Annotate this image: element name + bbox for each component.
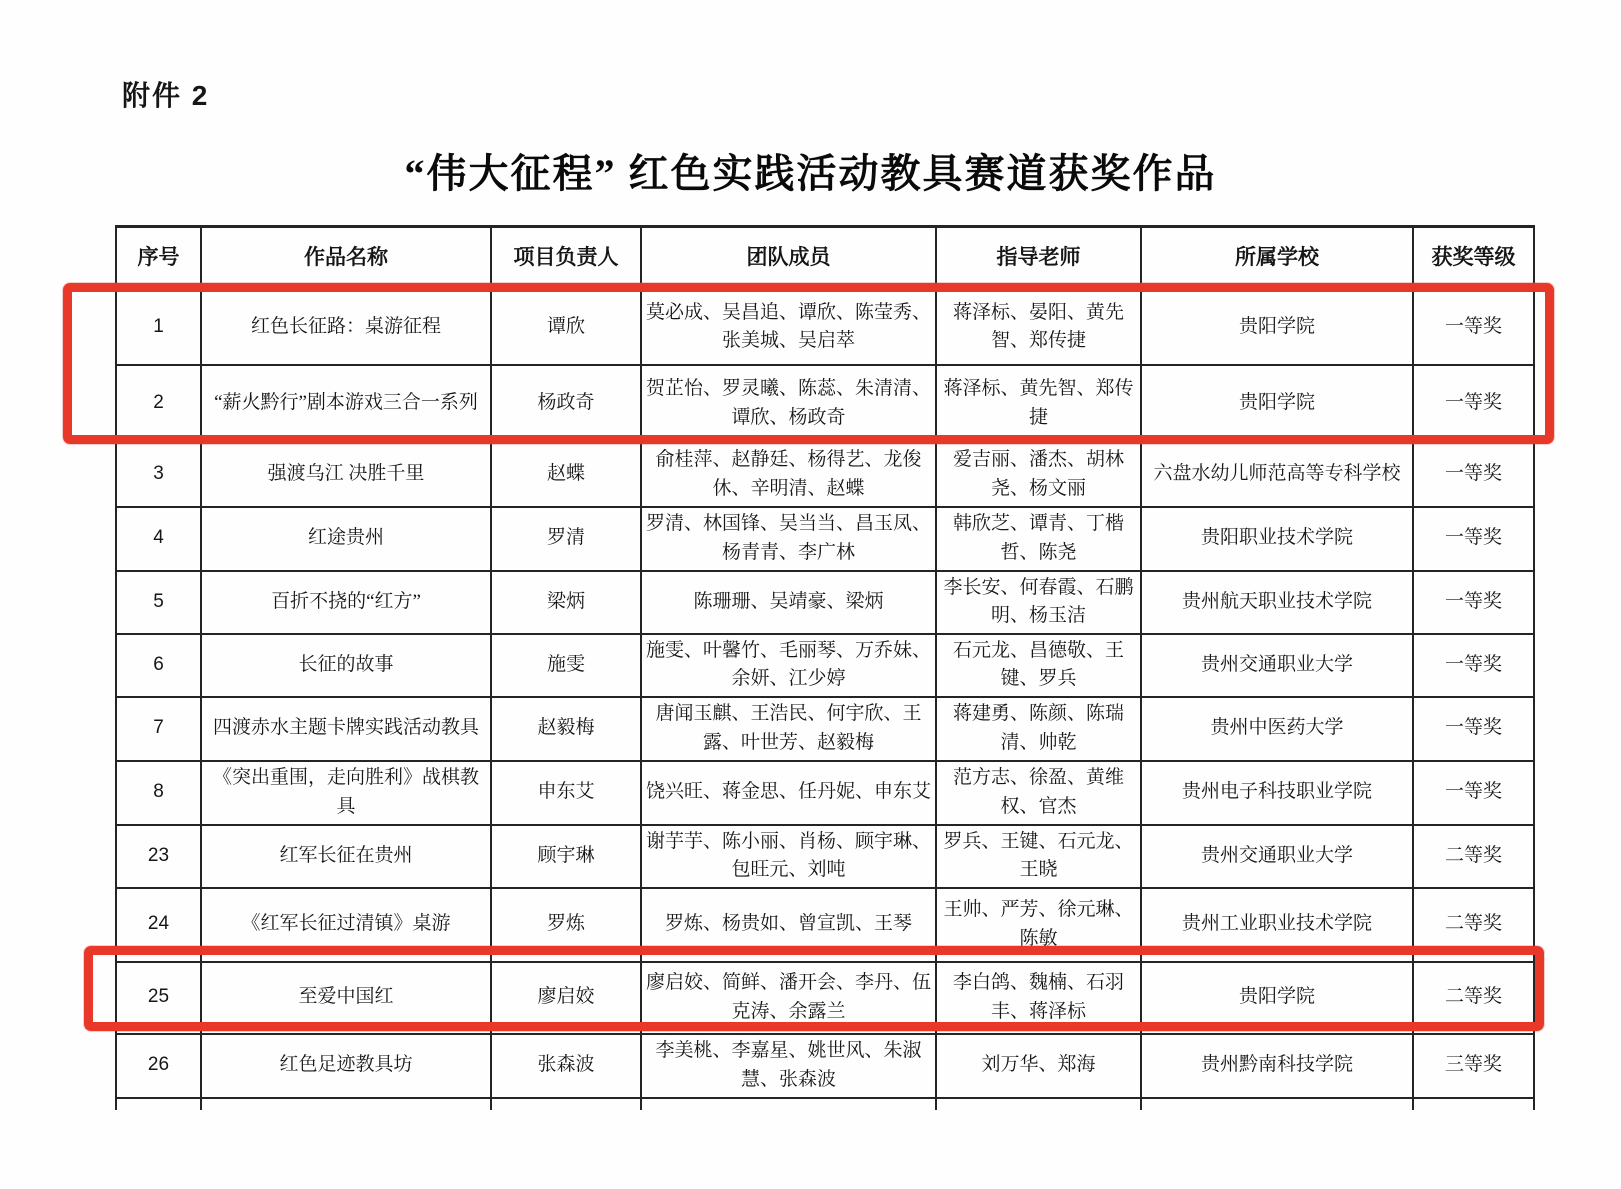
table-row bbox=[116, 507, 1534, 571]
row-advisors: 蒋建勇、陈颜、陈瑞清、帅乾 bbox=[936, 697, 1141, 761]
table-row bbox=[116, 825, 1534, 888]
row-work-title: 长征的故事 bbox=[201, 634, 491, 697]
table-row bbox=[116, 443, 1534, 507]
row-work-title: 《突出重围，走向胜利》战棋教具 bbox=[201, 761, 491, 825]
row-project-leader: 罗清 bbox=[491, 507, 641, 571]
row-award-level: 一等奖 bbox=[1413, 365, 1534, 443]
row-award-level bbox=[1413, 1098, 1534, 1110]
row-project-leader: 梁炳 bbox=[491, 571, 641, 634]
row-award-level: 一等奖 bbox=[1413, 290, 1534, 365]
attachment-label: 附件 2 bbox=[122, 80, 210, 111]
row-award-level: 一等奖 bbox=[1413, 507, 1534, 571]
table-row bbox=[116, 1034, 1534, 1098]
row-advisors: 李长安、何春霞、石鹏明、杨玉洁 bbox=[936, 571, 1141, 634]
row-serial-number: 23 bbox=[116, 825, 201, 888]
row-project-leader: 施雯 bbox=[491, 634, 641, 697]
row-project-leader: 申东艾 bbox=[491, 761, 641, 825]
row-project-leader bbox=[491, 1098, 641, 1110]
row-advisors: 罗兵、王键、石元龙、王晓 bbox=[936, 825, 1141, 888]
row-advisors: 石元龙、昌德敬、王键、罗兵 bbox=[936, 634, 1141, 697]
row-team-members: 廖启姣、简鲜、潘开会、李丹、伍克涛、余露兰 bbox=[641, 962, 936, 1034]
row-serial-number: 24 bbox=[116, 888, 201, 962]
row-school: 贵州工业职业技术学院 bbox=[1141, 888, 1413, 962]
row-school: 贵州中医药大学 bbox=[1141, 697, 1413, 761]
row-team-members: 李美桃、李嘉星、姚世风、朱淑慧、张森波 bbox=[641, 1034, 936, 1098]
row-award-level: 一等奖 bbox=[1413, 443, 1534, 507]
row-school: 贵州电子科技职业学院 bbox=[1141, 761, 1413, 825]
row-advisors: 韩欣芝、谭青、丁楷哲、陈尧 bbox=[936, 507, 1141, 571]
row-team-members: 谢芋芋、陈小丽、肖杨、顾宇琳、包旺元、刘吨 bbox=[641, 825, 936, 888]
row-school: 贵阳学院 bbox=[1141, 962, 1413, 1034]
row-serial-number: 5 bbox=[116, 571, 201, 634]
row-advisors: 爱吉丽、潘杰、胡林尧、杨文丽 bbox=[936, 443, 1141, 507]
table-row bbox=[116, 290, 1534, 365]
row-project-leader: 谭欣 bbox=[491, 290, 641, 365]
row-project-leader: 罗炼 bbox=[491, 888, 641, 962]
row-project-leader: 张森波 bbox=[491, 1034, 641, 1098]
header-team-members: 团队成员 bbox=[641, 227, 936, 290]
row-serial-number: 7 bbox=[116, 697, 201, 761]
row-award-level: 二等奖 bbox=[1413, 962, 1534, 1034]
document-title: “伟大征程” 红色实践活动教具赛道获奖作品 bbox=[404, 151, 1217, 196]
row-school: 贵州交通职业大学 bbox=[1141, 825, 1413, 888]
row-award-level: 一等奖 bbox=[1413, 697, 1534, 761]
row-project-leader: 赵蝶 bbox=[491, 443, 641, 507]
row-work-title: 红途贵州 bbox=[201, 507, 491, 571]
row-team-members: 罗炼、杨贵如、曾宣凯、王琴 bbox=[641, 888, 936, 962]
row-school bbox=[1141, 1098, 1413, 1110]
row-team-members: 施雯、叶馨竹、毛丽琴、万乔妹、余妍、江少婷 bbox=[641, 634, 936, 697]
row-work-title: 强渡乌江 决胜千里 bbox=[201, 443, 491, 507]
header-advisors: 指导老师 bbox=[936, 227, 1141, 290]
row-serial-number: 2 bbox=[116, 365, 201, 443]
row-serial-number: 6 bbox=[116, 634, 201, 697]
row-serial-number: 3 bbox=[116, 443, 201, 507]
row-award-level: 二等奖 bbox=[1413, 888, 1534, 962]
row-serial-number: 8 bbox=[116, 761, 201, 825]
row-school: 贵州航天职业技术学院 bbox=[1141, 571, 1413, 634]
row-team-members: 陈珊珊、吴靖豪、梁炳 bbox=[641, 571, 936, 634]
row-advisors: 刘万华、郑海 bbox=[936, 1034, 1141, 1098]
row-team-members: 罗清、林国锋、吴当当、昌玉凤、杨青青、李广林 bbox=[641, 507, 936, 571]
row-award-level: 三等奖 bbox=[1413, 1034, 1534, 1098]
row-team-members: 饶兴旺、蒋金思、任丹妮、申东艾 bbox=[641, 761, 936, 825]
row-project-leader: 杨政奇 bbox=[491, 365, 641, 443]
header-school: 所属学校 bbox=[1141, 227, 1413, 290]
row-school: 贵州交通职业大学 bbox=[1141, 634, 1413, 697]
row-work-title: 百折不挠的“红方” bbox=[201, 571, 491, 634]
table-row bbox=[116, 571, 1534, 634]
row-project-leader: 赵毅梅 bbox=[491, 697, 641, 761]
row-school: 贵阳学院 bbox=[1141, 290, 1413, 365]
row-work-title: “薪火黔行”剧本游戏三合一系列 bbox=[201, 365, 491, 443]
award-table bbox=[115, 225, 1535, 1110]
row-advisors: 范方志、徐盈、黄维权、官杰 bbox=[936, 761, 1141, 825]
header-work-title: 作品名称 bbox=[201, 227, 491, 290]
table-row bbox=[116, 888, 1534, 962]
row-serial-number bbox=[116, 1098, 201, 1110]
row-project-leader: 顾宇琳 bbox=[491, 825, 641, 888]
row-work-title: 至爱中国红 bbox=[201, 962, 491, 1034]
row-serial-number: 4 bbox=[116, 507, 201, 571]
row-award-level: 一等奖 bbox=[1413, 634, 1534, 697]
header-project-leader: 项目负责人 bbox=[491, 227, 641, 290]
row-work-title bbox=[201, 1098, 491, 1110]
row-advisors: 王帅、严芳、徐元琳、陈敏 bbox=[936, 888, 1141, 962]
row-serial-number: 25 bbox=[116, 962, 201, 1034]
table-row bbox=[116, 1098, 1534, 1110]
row-project-leader: 廖启姣 bbox=[491, 962, 641, 1034]
row-advisors: 蒋泽标、黄先智、郑传捷 bbox=[936, 365, 1141, 443]
row-work-title: 四渡赤水主题卡牌实践活动教具 bbox=[201, 697, 491, 761]
row-serial-number: 26 bbox=[116, 1034, 201, 1098]
table-row bbox=[116, 962, 1534, 1034]
row-award-level: 一等奖 bbox=[1413, 761, 1534, 825]
row-team-members: 莫必成、吴昌追、谭欣、陈莹秀、张美城、吴启萃 bbox=[641, 290, 936, 365]
row-team-members: 俞桂萍、赵静廷、杨得艺、龙俊休、辛明清、赵蝶 bbox=[641, 443, 936, 507]
row-team-members: 唐闻玉麒、王浩民、何宇欣、王露、叶世芳、赵毅梅 bbox=[641, 697, 936, 761]
table-row bbox=[116, 697, 1534, 761]
header-serial-number: 序号 bbox=[116, 227, 201, 290]
row-advisors: 李白鸽、魏楠、石羽丰、蒋泽标 bbox=[936, 962, 1141, 1034]
row-work-title: 红军长征在贵州 bbox=[201, 825, 491, 888]
row-award-level: 二等奖 bbox=[1413, 825, 1534, 888]
row-school: 贵州黔南科技学院 bbox=[1141, 1034, 1413, 1098]
row-school: 六盘水幼儿师范高等专科学校 bbox=[1141, 443, 1413, 507]
row-advisors bbox=[936, 1098, 1141, 1110]
table-row bbox=[116, 761, 1534, 825]
row-team-members: 贺芷怡、罗灵曦、陈蕊、朱清清、谭欣、杨政奇 bbox=[641, 365, 936, 443]
row-work-title: 《红军长征过清镇》桌游 bbox=[201, 888, 491, 962]
row-serial-number: 1 bbox=[116, 290, 201, 365]
table-row bbox=[116, 634, 1534, 697]
row-work-title: 红色足迹教具坊 bbox=[201, 1034, 491, 1098]
row-work-title: 红色长征路：桌游征程 bbox=[201, 290, 491, 365]
table-header-row bbox=[116, 227, 1534, 290]
header-award-level: 获奖等级 bbox=[1413, 227, 1534, 290]
row-school: 贵阳学院 bbox=[1141, 365, 1413, 443]
row-team-members bbox=[641, 1098, 936, 1110]
row-school: 贵阳职业技术学院 bbox=[1141, 507, 1413, 571]
row-advisors: 蒋泽标、晏阳、黄先智、郑传捷 bbox=[936, 290, 1141, 365]
table-row bbox=[116, 365, 1534, 443]
row-award-level: 一等奖 bbox=[1413, 571, 1534, 634]
